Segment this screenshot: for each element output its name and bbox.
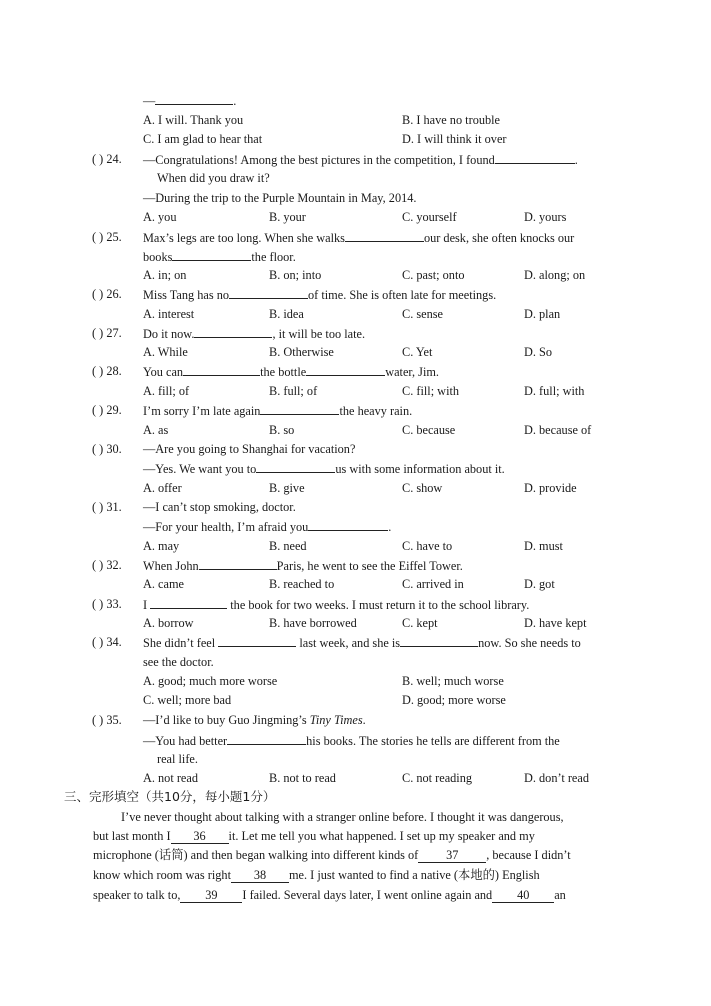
question-24-line3: —During the trip to the Purple Mountain in May, 2014. xyxy=(143,191,417,205)
option-d: D. full; with xyxy=(524,384,585,398)
question-35-number: ( ) 35. xyxy=(92,713,122,727)
option-a: A. fill; of xyxy=(143,384,190,398)
option-a: A. came xyxy=(143,577,184,591)
option-b: B. idea xyxy=(269,307,304,321)
section-heading: 三、完形填空（共10分，每小题1分） xyxy=(64,789,276,804)
answer-blank[interactable] xyxy=(199,558,277,570)
cloze-blank-36[interactable]: 36 xyxy=(171,830,229,844)
option-d: D. have kept xyxy=(524,616,587,630)
option-b: B. on; into xyxy=(269,268,322,282)
question-32-text: When John Paris, he went to see the Eiffel Tower. xyxy=(143,559,463,573)
passage-line-4: know which room was right 38 me. I just wanted to find a native (本地的) English xyxy=(93,868,540,882)
option-b: B. Otherwise xyxy=(269,345,334,359)
option-a: A. may xyxy=(143,539,180,553)
answer-blank[interactable] xyxy=(194,326,272,338)
question-25-text: Max’s legs are too long. When she walks our desk, she often knocks our xyxy=(143,231,575,245)
question-32-number: ( ) 32. xyxy=(92,558,122,572)
option-d: D. provide xyxy=(524,481,577,495)
question-31-line2: —For your health, I’m afraid you . xyxy=(143,520,392,534)
option-a: A. borrow xyxy=(143,616,194,630)
passage-line-5: speaker to talk to, 39 I failed. Several days later, I went online again and 40 an xyxy=(93,888,566,902)
question-25-line2: books the floor. xyxy=(143,250,296,264)
option-a: A. not read xyxy=(143,771,198,785)
question-30-text: —Are you going to Shanghai for vacation? xyxy=(143,442,356,456)
answer-blank[interactable] xyxy=(172,249,251,261)
option-a: A. While xyxy=(143,345,188,359)
option-d: D. must xyxy=(524,539,563,553)
option-a: A. I will. Thank you xyxy=(143,113,244,127)
answer-blank[interactable] xyxy=(256,461,335,473)
cloze-blank-40[interactable]: 40 xyxy=(492,889,554,903)
question-30-line2: —Yes. We want you to us with some information about it. xyxy=(143,462,505,476)
question-35-text: —I’d like to buy Guo Jingming’s Tiny Times. xyxy=(143,713,366,727)
option-c: C. Yet xyxy=(402,345,433,359)
option-c: C. I am glad to hear that xyxy=(143,132,263,146)
question-31-text: —I can’t stop smoking, doctor. xyxy=(143,500,296,514)
passage-line-2: but last month I 36 it. Let me tell you what happened. I set up my speaker and my xyxy=(93,829,535,843)
option-c: C. past; onto xyxy=(402,268,465,282)
question-34-text: She didn’t feel last week, and she is now. So she needs to xyxy=(143,636,581,650)
option-c: C. yourself xyxy=(402,210,457,224)
answer-blank[interactable] xyxy=(308,519,388,531)
question-28-number: ( ) 28. xyxy=(92,364,122,378)
option-c: C. arrived in xyxy=(402,577,464,591)
question-29-number: ( ) 29. xyxy=(92,403,122,417)
option-a: A. interest xyxy=(143,307,195,321)
prev-answer-line: — . xyxy=(143,94,237,108)
question-31-number: ( ) 31. xyxy=(92,500,122,514)
option-b: B. not to read xyxy=(269,771,336,785)
question-27-number: ( ) 27. xyxy=(92,326,122,340)
answer-blank[interactable] xyxy=(227,733,306,745)
option-b: B. reached to xyxy=(269,577,335,591)
option-a: A. as xyxy=(143,423,169,437)
option-b: B. full; of xyxy=(269,384,318,398)
option-c: C. well; more bad xyxy=(143,693,232,707)
option-a: A. you xyxy=(143,210,177,224)
option-d: D. I will think it over xyxy=(402,132,507,146)
option-d: D. So xyxy=(524,345,553,359)
option-b: B. so xyxy=(269,423,295,437)
option-b: B. I have no trouble xyxy=(402,113,501,127)
question-27-text: Do it now. , it will be too late. xyxy=(143,327,366,341)
option-b: B. your xyxy=(269,210,306,224)
answer-blank[interactable] xyxy=(306,364,385,376)
option-a: A. good; much more worse xyxy=(143,674,278,688)
answer-blank[interactable] xyxy=(150,597,227,609)
question-28-text: You can the bottle water, Jim. xyxy=(143,365,440,379)
question-24-line2: When did you draw it? xyxy=(157,171,270,185)
option-c: C. show xyxy=(402,481,443,495)
passage-line-1: I’ve never thought about talking with a stranger online before. I thought it was dangerous, xyxy=(121,810,564,824)
option-d: D. don’t read xyxy=(524,771,589,785)
option-b: B. have borrowed xyxy=(269,616,357,630)
answer-blank[interactable] xyxy=(260,403,339,415)
answer-blank[interactable] xyxy=(155,93,233,105)
option-d: D. good; more worse xyxy=(402,693,506,707)
answer-blank[interactable] xyxy=(345,230,424,242)
option-d: D. yours xyxy=(524,210,567,224)
question-24-text: —Congratulations! Among the best pictures in the competition, I found . xyxy=(143,153,578,167)
question-33-number: ( ) 33. xyxy=(92,597,122,611)
option-c: C. have to xyxy=(402,539,453,553)
question-29-text: I’m sorry I’m late again the heavy rain. xyxy=(143,404,413,418)
question-34-number: ( ) 34. xyxy=(92,635,122,649)
answer-blank[interactable] xyxy=(495,152,575,164)
option-b: B. need xyxy=(269,539,307,553)
answer-blank[interactable] xyxy=(400,635,478,647)
question-35-line2: —You had better his books. The stories he tells are different from the xyxy=(143,734,560,748)
answer-blank[interactable] xyxy=(229,287,308,299)
option-d: D. plan xyxy=(524,307,561,321)
option-c: C. kept xyxy=(402,616,438,630)
option-b: B. well; much worse xyxy=(402,674,504,688)
option-d: D. along; on xyxy=(524,268,586,282)
question-24-number: ( ) 24. xyxy=(92,152,122,166)
answer-blank[interactable] xyxy=(218,635,296,647)
question-26-number: ( ) 26. xyxy=(92,287,122,301)
option-a: A. in; on xyxy=(143,268,187,282)
option-c: C. because xyxy=(402,423,456,437)
option-c: C. fill; with xyxy=(402,384,460,398)
question-30-number: ( ) 30. xyxy=(92,442,122,456)
option-d: D. got xyxy=(524,577,555,591)
option-d: D. because of xyxy=(524,423,592,437)
answer-blank[interactable] xyxy=(183,364,260,376)
question-26-text: Miss Tang has no of time. She is often late for meetings. xyxy=(143,288,497,302)
cloze-blank-38[interactable]: 38 xyxy=(231,869,289,883)
book-title: Tiny Times xyxy=(309,713,363,727)
option-c: C. not reading xyxy=(402,771,473,785)
option-a: A. offer xyxy=(143,481,182,495)
question-34-line2: see the doctor. xyxy=(143,655,214,669)
question-25-number: ( ) 25. xyxy=(92,230,122,244)
option-c: C. sense xyxy=(402,307,443,321)
question-35-line3: real life. xyxy=(157,752,198,766)
option-b: B. give xyxy=(269,481,305,495)
passage-line-3: microphone (话筒) and then began walking into different kinds of 37 , because I didn’t xyxy=(93,848,571,862)
question-33-text: I the book for two weeks. I must return it to the school library. xyxy=(143,598,530,612)
cloze-blank-39[interactable]: 39 xyxy=(180,889,242,903)
cloze-blank-37[interactable]: 37 xyxy=(418,849,486,863)
